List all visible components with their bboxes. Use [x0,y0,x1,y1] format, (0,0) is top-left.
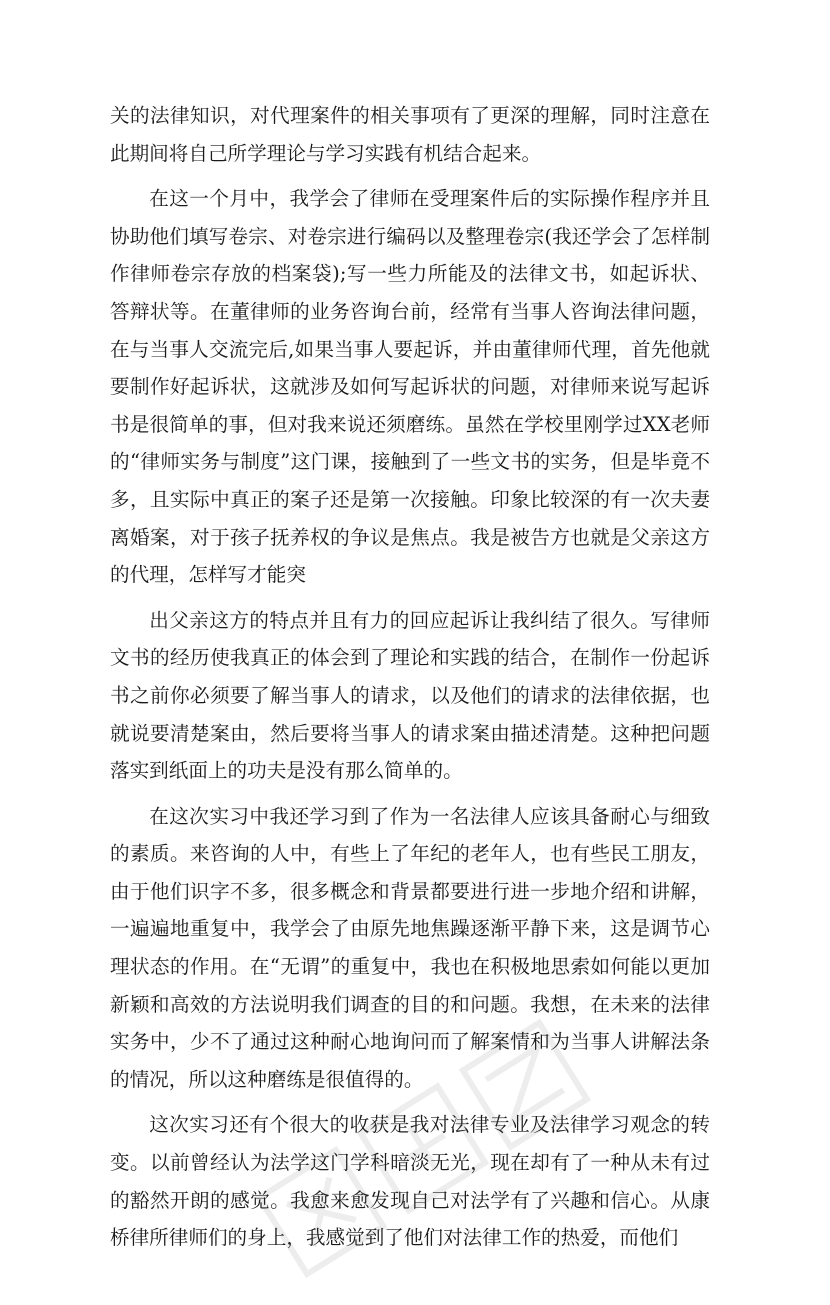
paragraph-3: 出父亲这方的特点并且有力的回应起诉让我纠结了很久。写律师文书的经历使我真正的体会到了理论和实践的结合，在制作一份起诉书之前你必须要了解当事人的请求，以及他们的请求的法律依据，也就说要清楚案由，然后要将当事人的请求案由描述清楚。这种把问题落实到纸面上的功夫是没有那么简单的。 [110,608,710,783]
document-body [110,97,710,1265]
paragraph-2: 在这一个月中，我学会了律师在受理案件后的实际操作程序并且协助他们填写卷宗、对卷宗进行编码以及整理卷宗(我还学会了怎样制作律师卷宗存放的档案袋);写一些力所能及的法律文书，如起诉状、答辩状等。在董律师的业务咨询台前，经常有当事人咨询法律问题，在与当事人交流完后,如果当事人要起诉，并由董律师代理，首先他就要制作好起诉状，这就涉及如何写起诉状的问题，对律师来说写起诉书是很简单的事，但对我来说还须磨练。虽然在学校里刚学过XX老师的“律师实务与制度”这门课，接触到了一些文书的实务，但是毕竟不多，且实际中真正的案子还是第一次接触。印象比较深的有一次夫妻离婚案，对于孩子抚养权的争议是焦点。我是被告方也就是父亲这方的代理，怎样写才能突 [110,187,710,587]
paragraph-4: 在这次实习中我还学习到了作为一名法律人应该具备耐心与细致的素质。来咨询的人中，有些上了年纪的老年人，也有些民工朋友，由于他们识字不多，很多概念和背景都要进行进一步地介绍和讲解，一遍遍地重复中，我学会了由原先地焦躁逐渐平静下来，这是调节心理状态的作用。在“无谓”的重复中，我也在积极地思索如何能以更加新颖和高效的方法说明我们调查的目的和问题。我想，在未来的法律实务中，少不了通过这种耐心地询问而了解案情和为当事人讲解法条的情况，所以这种磨练是很值得的。 [110,804,710,1091]
paragraph-5: 这次实习还有个很大的收获是我对法律专业及法律学习观念的转变。以前曾经认为法学这门学科暗淡无光，现在却有了一种从未有过的豁然开朗的感觉。我愈来愈发现自己对法学有了兴趣和信心。从康桥律所律师们的身上，我感觉到了他们对法律工作的热爱，而他们 [110,1113,710,1250]
paragraph-1: 关的法律知识，对代理案件的相关事项有了更深的理解，同时注意在此期间将自己所学理论与学习实践有机结合起来。 [110,104,710,165]
